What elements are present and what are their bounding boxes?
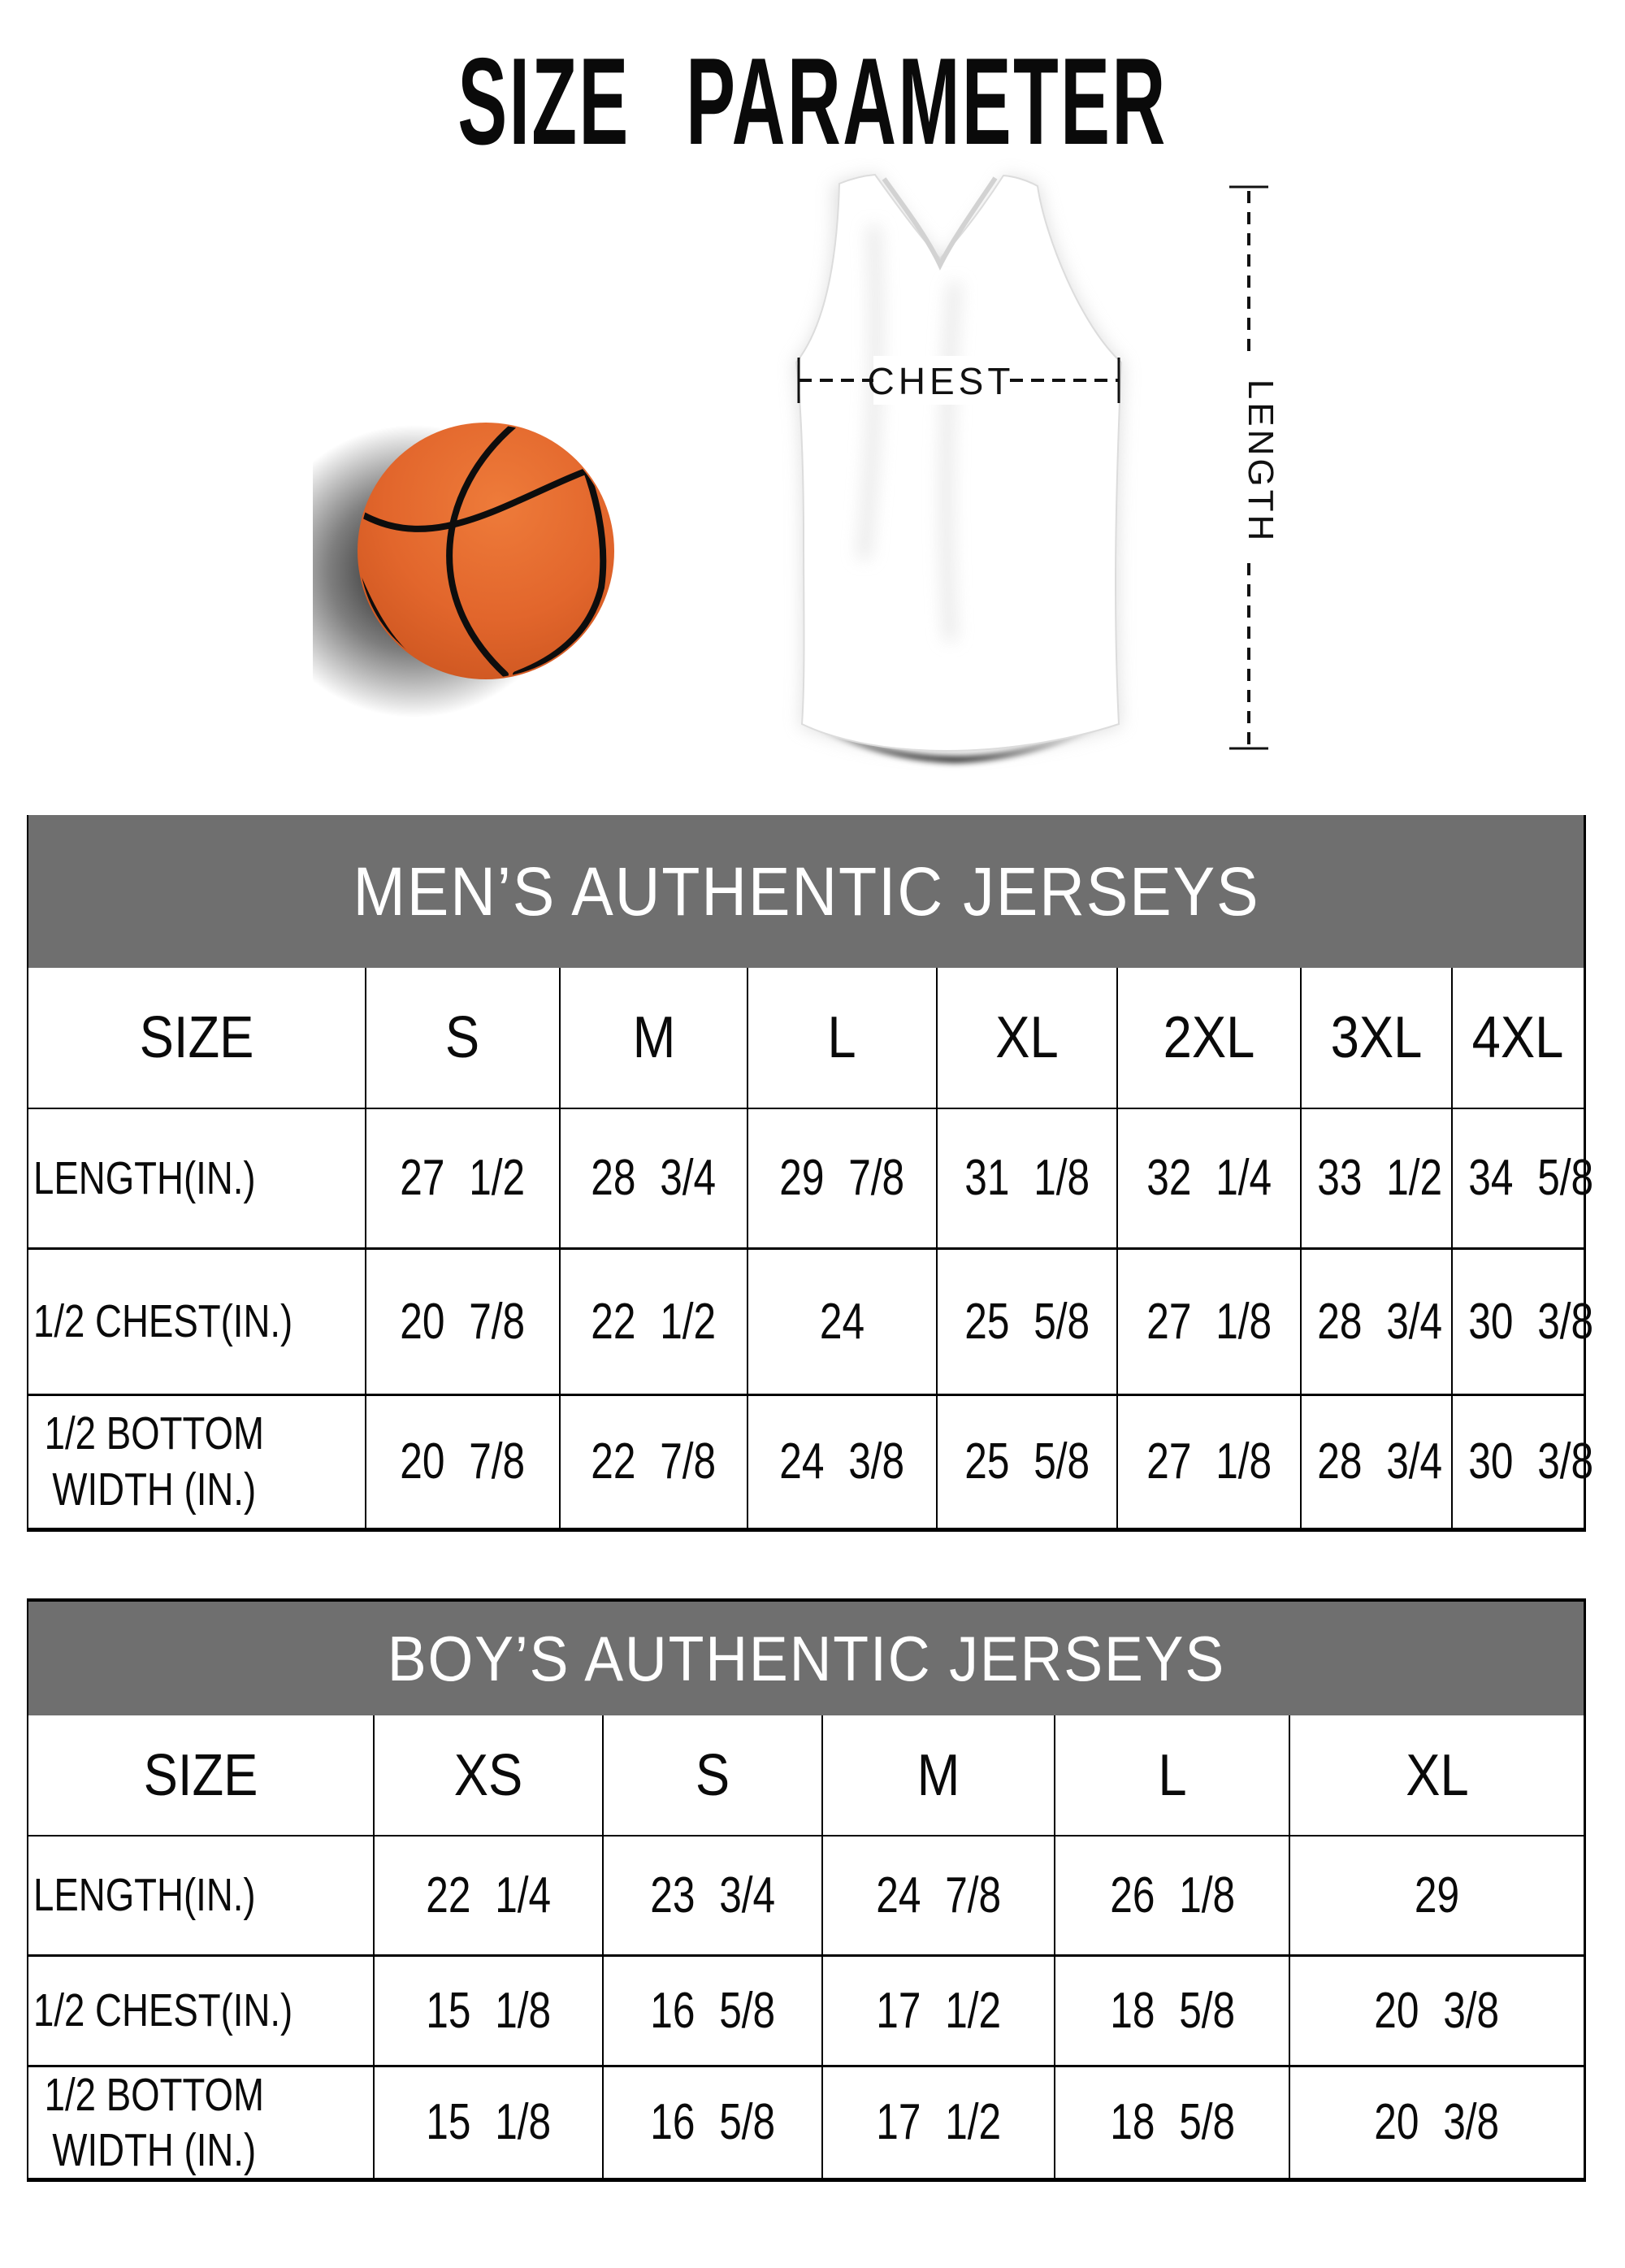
mens-length-row — [28, 1108, 1585, 1248]
value-cell: 15 1/8 — [374, 2066, 603, 2180]
value-cell: 20 7/8 — [366, 1248, 561, 1394]
boys-size-col-xs: XS — [374, 1715, 603, 1836]
boys-table-title: BOY’S AUTHENTIC JERSEYS — [387, 1622, 1225, 1694]
boys-size-col-s: S — [603, 1715, 822, 1836]
value-cell: 27 1/2 — [366, 1108, 561, 1248]
row-label: 1/2 CHEST(IN.) — [28, 1955, 374, 2066]
basketball-body — [358, 423, 614, 679]
mens-size-col-l: L — [748, 968, 937, 1108]
mens-size-header-row — [28, 968, 1585, 1108]
value-cell: 27 1/8 — [1117, 1394, 1301, 1529]
value-cell: 18 5/8 — [1055, 1955, 1289, 2066]
value-cell: 29 7/8 — [748, 1108, 937, 1248]
row-label: LENGTH(IN.) — [28, 1836, 374, 1955]
mens-table-title: MEN’S AUTHENTIC JERSEYS — [353, 852, 1259, 930]
basketball-image — [313, 380, 678, 730]
value-cell: 20 7/8 — [366, 1394, 561, 1529]
boys-length-row — [28, 1836, 1585, 1955]
page-title: SIZE PARAMETER — [457, 33, 1168, 171]
length-label: LENGTH — [1241, 379, 1280, 544]
value-cell: 24 3/8 — [748, 1394, 937, 1529]
row-label: LENGTH(IN.) — [28, 1108, 366, 1248]
boys-size-grid — [27, 1715, 1586, 2182]
value-cell: 30 3/8 — [1452, 1394, 1585, 1529]
value-cell: 29 — [1289, 1836, 1584, 1955]
jersey-body — [796, 175, 1121, 751]
mens-size-col-2xl: 2XL — [1117, 968, 1301, 1108]
row-label: 1/2 BOTTOM WIDTH (IN.) — [28, 1394, 366, 1529]
mens-table-header-band — [27, 815, 1586, 968]
row-label: 1/2 BOTTOM WIDTH (IN.) — [28, 2066, 374, 2180]
jersey-diagram — [752, 153, 1320, 787]
value-cell: 22 1/4 — [374, 1836, 603, 1955]
boys-half-bottom-width-row — [28, 2066, 1585, 2180]
mens-size-table — [27, 815, 1593, 1532]
value-cell: 24 — [748, 1248, 937, 1394]
mens-half-bottom-width-row — [28, 1394, 1585, 1529]
mens-size-grid — [27, 968, 1593, 1532]
value-cell: 17 1/2 — [822, 2066, 1055, 2180]
value-cell: 32 1/4 — [1117, 1108, 1301, 1248]
value-cell: 30 3/8 — [1452, 1248, 1585, 1394]
value-cell: 26 1/8 — [1055, 1836, 1289, 1955]
boys-size-header-row — [28, 1715, 1585, 1836]
value-cell: 28 3/4 — [1301, 1248, 1452, 1394]
value-cell: 17 1/2 — [822, 1955, 1055, 2066]
value-cell: 25 5/8 — [937, 1248, 1118, 1394]
value-cell: 24 7/8 — [822, 1836, 1055, 1955]
value-cell: 16 5/8 — [603, 1955, 822, 2066]
value-cell: 18 5/8 — [1055, 2066, 1289, 2180]
boys-size-col-l: L — [1055, 1715, 1289, 1836]
value-cell: 25 5/8 — [937, 1394, 1118, 1529]
boys-size-col-m: M — [822, 1715, 1055, 1836]
value-cell: 22 7/8 — [560, 1394, 748, 1529]
value-cell: 28 3/4 — [560, 1108, 748, 1248]
value-cell: 33 1/2 — [1301, 1108, 1452, 1248]
row-label: 1/2 CHEST(IN.) — [28, 1248, 366, 1394]
value-cell: 16 5/8 — [603, 2066, 822, 2180]
boys-table-header-band — [27, 1598, 1586, 1715]
value-cell: 23 3/4 — [603, 1836, 822, 1955]
value-cell: 31 1/8 — [937, 1108, 1118, 1248]
boys-corner-cell: SIZE — [28, 1715, 374, 1836]
chest-label: CHEST — [867, 360, 1015, 402]
mens-size-col-xl: XL — [937, 968, 1118, 1108]
mens-size-col-m: M — [560, 968, 748, 1108]
boys-half-chest-row — [28, 1955, 1585, 2066]
value-cell: 27 1/8 — [1117, 1248, 1301, 1394]
mens-half-chest-row — [28, 1248, 1585, 1394]
boys-size-col-xl: XL — [1289, 1715, 1584, 1836]
value-cell: 34 5/8 — [1452, 1108, 1585, 1248]
mens-size-col-s: S — [366, 968, 561, 1108]
value-cell: 15 1/8 — [374, 1955, 603, 2066]
value-cell: 20 3/8 — [1289, 2066, 1584, 2180]
mens-corner-cell: SIZE — [28, 968, 366, 1108]
mens-size-col-3xl: 3XL — [1301, 968, 1452, 1108]
boys-size-table — [27, 1598, 1586, 2182]
value-cell: 28 3/4 — [1301, 1394, 1452, 1529]
value-cell: 20 3/8 — [1289, 1955, 1584, 2066]
mens-size-col-4xl: 4XL — [1452, 968, 1585, 1108]
value-cell: 22 1/2 — [560, 1248, 748, 1394]
